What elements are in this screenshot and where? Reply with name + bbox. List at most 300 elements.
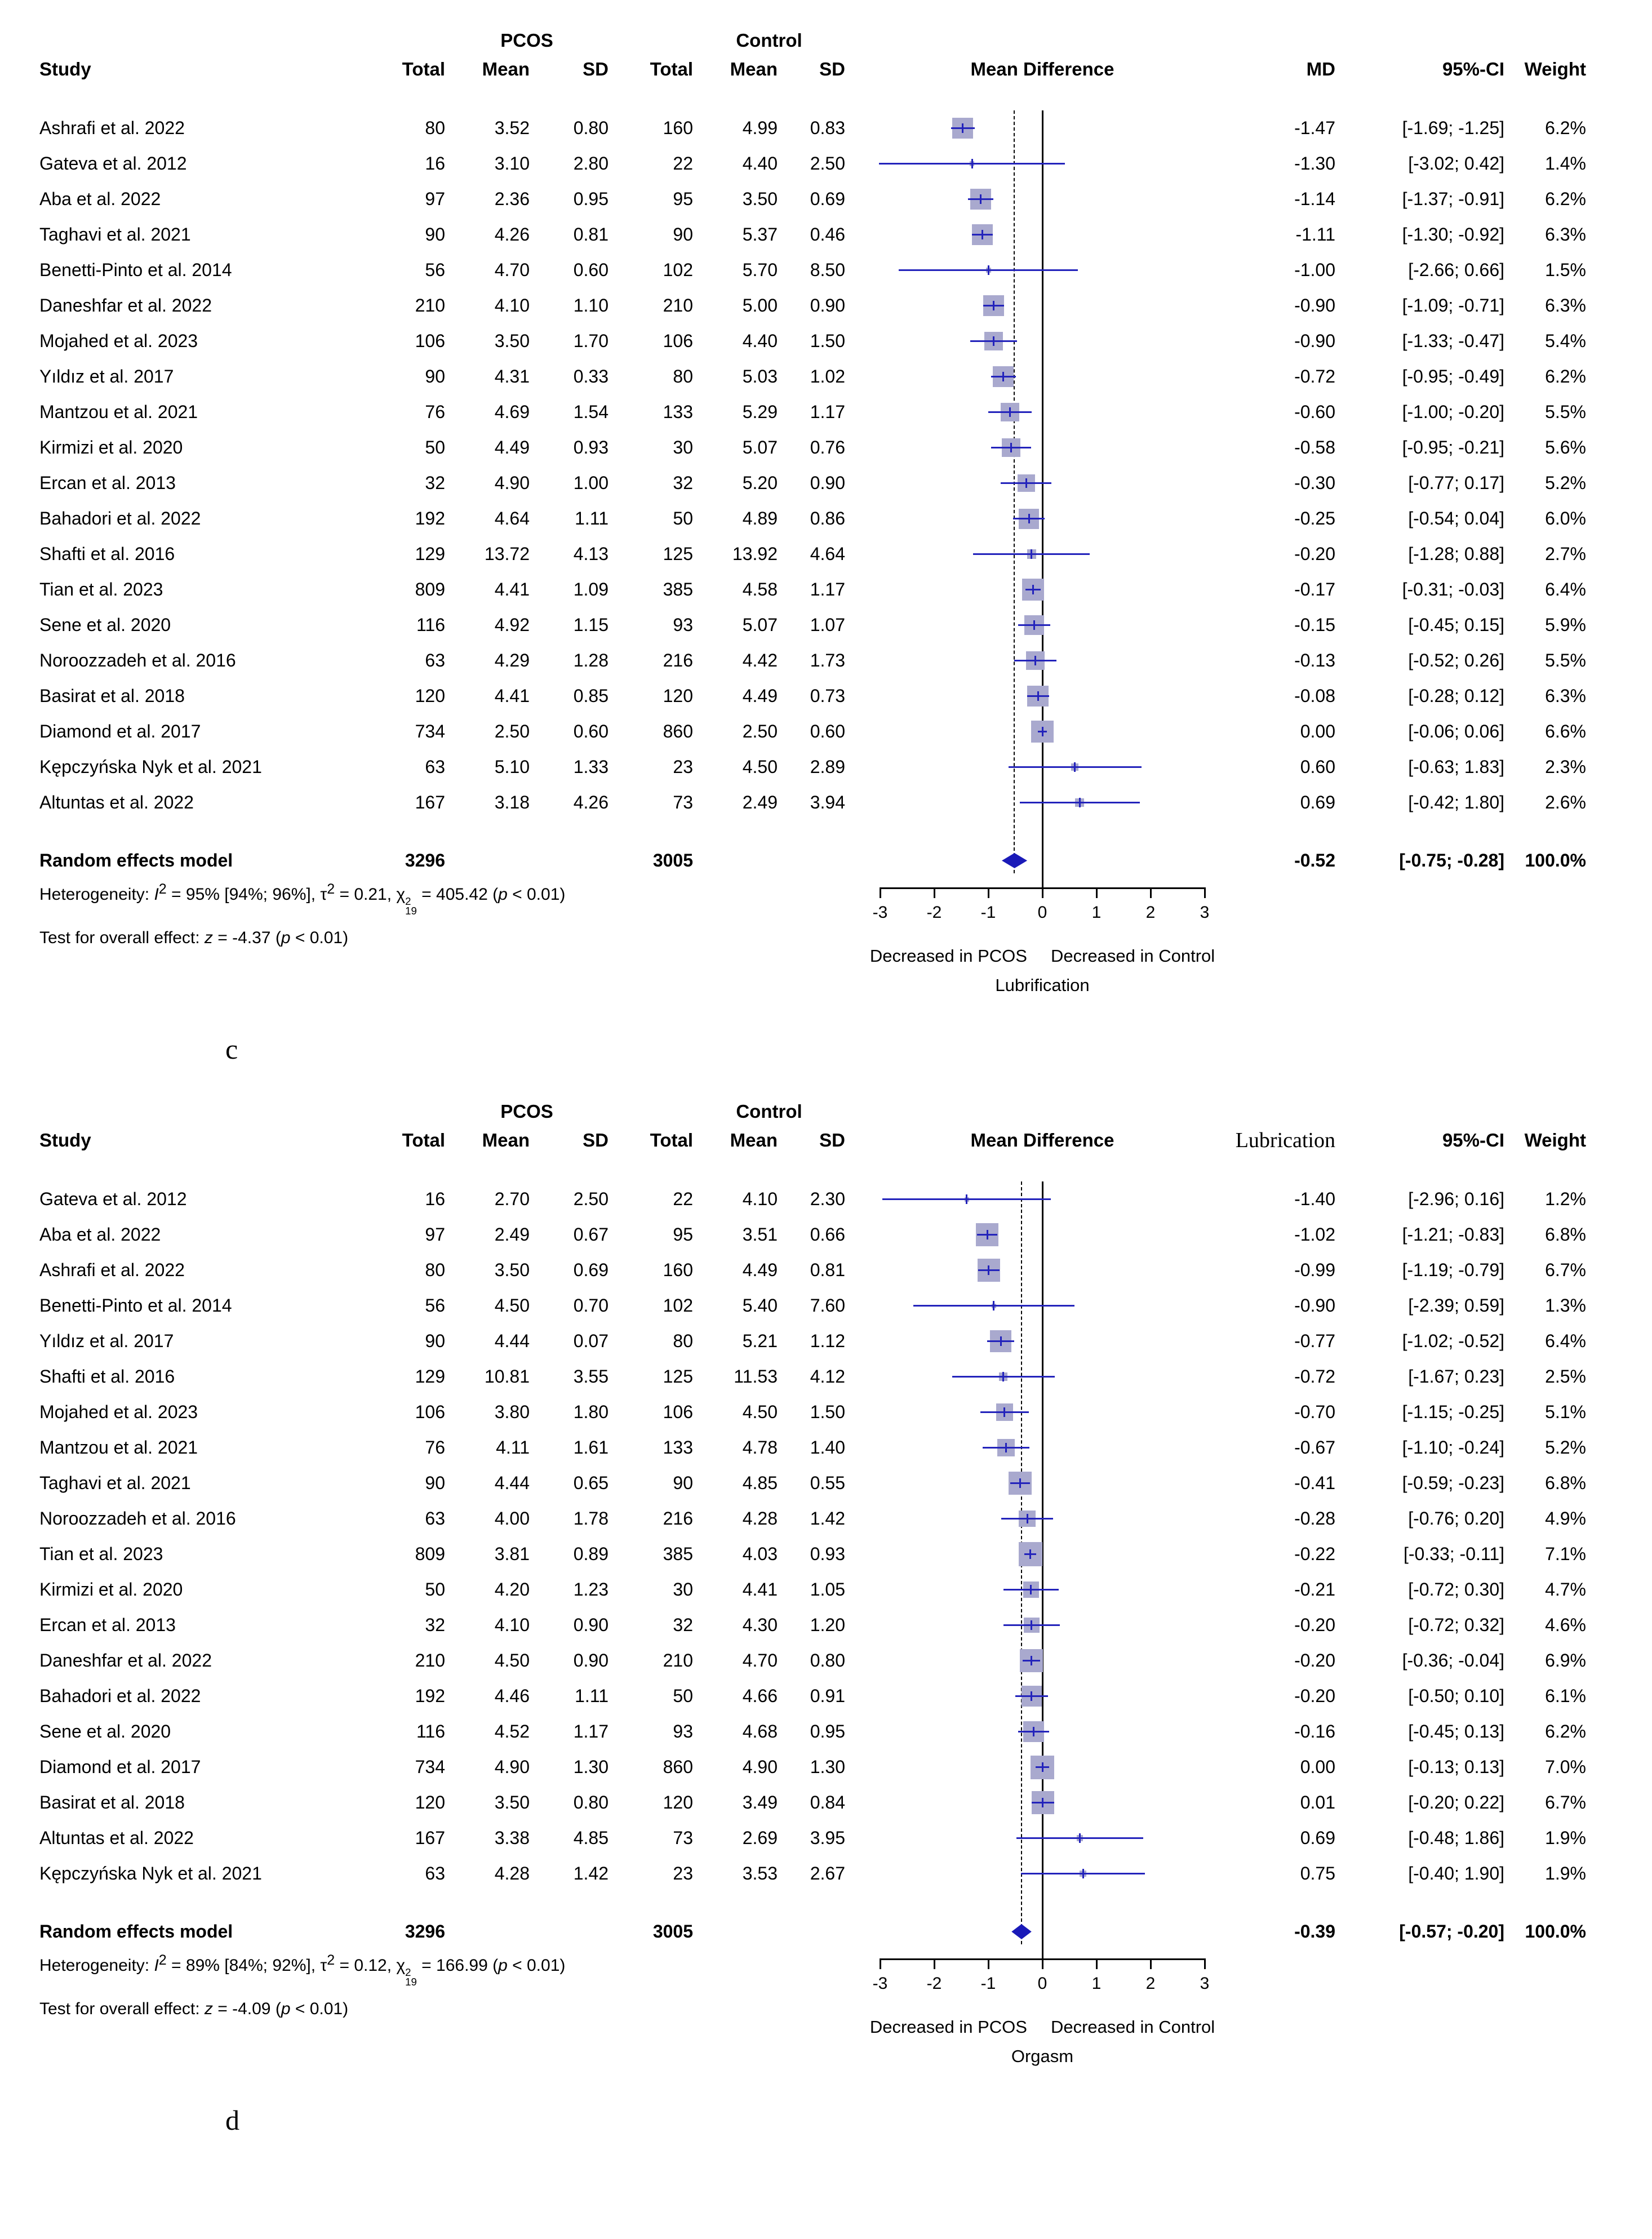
marker-cross-v bbox=[1034, 656, 1036, 665]
control-sd: 1.05 bbox=[810, 1579, 845, 1600]
study-name: Basirat et al. 2018 bbox=[39, 1792, 185, 1812]
study-name: Taghavi et al. 2021 bbox=[39, 1473, 191, 1493]
marker-cross-v bbox=[1000, 1336, 1002, 1346]
pcos-total: 16 bbox=[425, 153, 445, 174]
pcos-mean: 4.10 bbox=[494, 295, 530, 316]
control-total: 90 bbox=[673, 1473, 693, 1493]
forest-row-plot bbox=[845, 252, 1240, 288]
pcos-sd: 1.42 bbox=[573, 1863, 609, 1883]
control-mean: 5.00 bbox=[742, 295, 778, 316]
weight-value: 5.6% bbox=[1545, 437, 1586, 457]
study-name: Kępczyńska Nyk et al. 2021 bbox=[39, 1863, 262, 1883]
axis-tick bbox=[934, 887, 935, 898]
control-total: 30 bbox=[673, 437, 693, 457]
control-total: 160 bbox=[663, 1260, 693, 1280]
pcos-sd: 1.11 bbox=[575, 1686, 609, 1706]
control-sd: 0.80 bbox=[810, 1650, 845, 1671]
control-mean: 4.28 bbox=[742, 1508, 778, 1529]
weight-value: 6.6% bbox=[1545, 721, 1586, 741]
group-label-pcos: PCOS bbox=[500, 1101, 553, 1122]
axis-tick-label: -1 bbox=[980, 903, 996, 922]
col-header-pcos-sd: SD bbox=[583, 59, 609, 79]
weight-value: 5.5% bbox=[1545, 650, 1586, 670]
pcos-sd: 1.09 bbox=[573, 579, 609, 599]
axis-tick-label: 1 bbox=[1091, 1974, 1102, 1993]
control-mean: 4.40 bbox=[742, 331, 778, 351]
pooled-plot-cell bbox=[845, 843, 1240, 878]
col-header-ci: 95%-CI bbox=[1442, 1130, 1504, 1150]
pcos-mean: 3.18 bbox=[494, 792, 530, 812]
study-name: Taghavi et al. 2021 bbox=[39, 224, 191, 245]
ci-value: [-0.59; -0.23] bbox=[1402, 1473, 1504, 1493]
control-mean: 3.53 bbox=[742, 1863, 778, 1883]
pcos-mean: 4.00 bbox=[494, 1508, 530, 1529]
pcos-sd: 1.30 bbox=[573, 1757, 609, 1777]
control-total: 90 bbox=[673, 224, 693, 245]
pcos-sd: 1.15 bbox=[573, 615, 609, 635]
col-header-weight: Weight bbox=[1524, 1130, 1586, 1150]
marker-cross-v bbox=[1032, 585, 1034, 594]
pcos-total: 129 bbox=[415, 1366, 445, 1387]
control-mean: 4.78 bbox=[742, 1437, 778, 1458]
col-header-pcos-total: Total bbox=[402, 1130, 445, 1150]
ci-value: [-2.39; 0.59] bbox=[1408, 1295, 1504, 1316]
pcos-total: 106 bbox=[415, 1402, 445, 1422]
forest-row-plot bbox=[845, 1430, 1240, 1465]
ci-value: [-1.28; 0.88] bbox=[1408, 544, 1504, 564]
heterogeneity-note: Heterogeneity: $I^2 = 95\%$ [94%; 96%], $\tau^2 = 0.21$, χ 2 19 = 405.42 (p < 0.01) bbox=[39, 881, 566, 917]
ci-value: [-0.45; 0.13] bbox=[1408, 1721, 1504, 1742]
forest-row-plot bbox=[845, 1252, 1240, 1288]
forest-row-plot bbox=[845, 1394, 1240, 1430]
overall-ci: [-0.75; -0.28] bbox=[1399, 850, 1504, 870]
control-mean: 4.42 bbox=[742, 650, 778, 670]
axis-tick-label: -2 bbox=[926, 1974, 942, 1993]
control-sd: 1.20 bbox=[810, 1615, 845, 1635]
group-label-control: Control bbox=[736, 30, 802, 51]
study-name: Shafti et al. 2016 bbox=[39, 544, 175, 564]
pcos-mean: 4.90 bbox=[494, 473, 530, 493]
ci-value: [-1.15; -0.25] bbox=[1402, 1402, 1504, 1422]
group-header-row bbox=[39, 27, 1613, 54]
forest-row-plot bbox=[845, 536, 1240, 572]
pcos-mean: 4.64 bbox=[494, 508, 530, 528]
col-header-ci: 95%-CI bbox=[1442, 59, 1504, 79]
control-total: 216 bbox=[663, 1508, 693, 1529]
pooled-plot-cell bbox=[845, 1914, 1240, 1949]
study-name: Kirmizi et al. 2020 bbox=[39, 437, 183, 457]
pcos-sd: 1.11 bbox=[575, 508, 609, 528]
control-total: 860 bbox=[663, 1757, 693, 1777]
weight-value: 5.2% bbox=[1545, 1437, 1586, 1458]
pcos-sd: 3.55 bbox=[573, 1366, 609, 1387]
md-value: -0.90 bbox=[1294, 1295, 1335, 1316]
control-mean: 13.92 bbox=[732, 544, 778, 564]
marker-cross-v bbox=[1031, 1691, 1032, 1701]
pcos-total: 120 bbox=[415, 1792, 445, 1812]
control-total: 133 bbox=[663, 402, 693, 422]
spacer bbox=[693, 843, 778, 878]
overall-md: -0.39 bbox=[1294, 1921, 1335, 1942]
ci-value: [-0.72; 0.32] bbox=[1408, 1615, 1504, 1635]
study-name: Bahadori et al. 2022 bbox=[39, 1686, 201, 1706]
axis-tick-label: 0 bbox=[1037, 903, 1047, 922]
control-sd: 0.55 bbox=[810, 1473, 845, 1493]
forest-row-plot bbox=[845, 1323, 1240, 1359]
pcos-mean: 4.70 bbox=[494, 260, 530, 280]
control-mean: 3.51 bbox=[742, 1224, 778, 1245]
md-value: -0.41 bbox=[1294, 1473, 1335, 1493]
control-total: 93 bbox=[673, 615, 693, 635]
forest-row-plot bbox=[845, 1572, 1240, 1607]
overall-pcos-total: 3296 bbox=[405, 1921, 445, 1942]
control-total: 95 bbox=[673, 1224, 693, 1245]
marker-cross-v bbox=[1042, 1798, 1043, 1807]
axis-tick-label: 2 bbox=[1145, 903, 1156, 922]
weight-value: 6.3% bbox=[1545, 686, 1586, 706]
marker-cross-v bbox=[1079, 1833, 1081, 1843]
pcos-mean: 4.41 bbox=[494, 686, 530, 706]
md-value: -0.16 bbox=[1294, 1721, 1335, 1742]
pcos-mean: 4.29 bbox=[494, 650, 530, 670]
control-sd: 1.12 bbox=[810, 1331, 845, 1351]
forest-row-plot bbox=[845, 607, 1240, 643]
control-sd: 1.50 bbox=[810, 331, 845, 351]
forest-body bbox=[39, 1181, 1613, 2085]
pcos-sd: 2.50 bbox=[573, 1189, 609, 1209]
pcos-sd: 0.95 bbox=[573, 189, 609, 209]
study-name: Daneshfar et al. 2022 bbox=[39, 1650, 212, 1671]
md-value: -0.90 bbox=[1294, 295, 1335, 316]
study-name: Basirat et al. 2018 bbox=[39, 686, 185, 706]
column-header-row bbox=[39, 1125, 1613, 1156]
ci-value: [-1.37; -0.91] bbox=[1402, 189, 1504, 209]
footer-region bbox=[39, 878, 1613, 1014]
control-sd: 1.50 bbox=[810, 1402, 845, 1422]
control-total: 93 bbox=[673, 1721, 693, 1742]
spacer bbox=[445, 1914, 530, 1949]
weight-value: 6.8% bbox=[1545, 1224, 1586, 1245]
study-rows bbox=[39, 1181, 1613, 1891]
marker-cross-v bbox=[1028, 514, 1030, 523]
forest-row-plot bbox=[845, 643, 1240, 678]
pcos-total: 56 bbox=[425, 1295, 445, 1316]
col-header-pcos-mean: Mean bbox=[482, 59, 530, 79]
marker-cross-v bbox=[1005, 1443, 1007, 1452]
weight-value: 6.1% bbox=[1545, 1686, 1586, 1706]
study-name: Yıldız et al. 2017 bbox=[39, 366, 174, 387]
spacer bbox=[530, 1914, 609, 1949]
spacer bbox=[693, 1914, 778, 1949]
control-mean: 5.37 bbox=[742, 224, 778, 245]
control-sd: 0.76 bbox=[810, 437, 845, 457]
control-total: 125 bbox=[663, 1366, 693, 1387]
pcos-sd: 0.70 bbox=[573, 1295, 609, 1316]
marker-cross-v bbox=[1082, 1869, 1084, 1878]
axis-tick-label: 2 bbox=[1145, 1974, 1156, 1993]
heterogeneity-note: Heterogeneity: $I^2 = 89\%$ [84%; 92%], $\tau^2 = 0.12$, χ 2 19 = 166.99 (p < 0.01) bbox=[39, 1952, 566, 1988]
pcos-mean: 3.50 bbox=[494, 331, 530, 351]
control-sd: 1.30 bbox=[810, 1757, 845, 1777]
pcos-total: 32 bbox=[425, 1615, 445, 1635]
col-header-weight: Weight bbox=[1524, 59, 1586, 79]
col-header-control-total: Total bbox=[650, 1130, 693, 1150]
marker-cross-v bbox=[1033, 1727, 1034, 1736]
weight-value: 6.0% bbox=[1545, 508, 1586, 528]
md-value: 0.01 bbox=[1300, 1792, 1335, 1812]
pcos-total: 90 bbox=[425, 1331, 445, 1351]
ci-value: [-0.77; 0.17] bbox=[1408, 473, 1504, 493]
forest-row-plot bbox=[845, 749, 1240, 785]
pcos-total: 90 bbox=[425, 366, 445, 387]
ci-value: [-2.66; 0.66] bbox=[1408, 260, 1504, 280]
pcos-total: 63 bbox=[425, 650, 445, 670]
study-name: Yıldız et al. 2017 bbox=[39, 1331, 174, 1351]
pcos-mean: 4.49 bbox=[494, 437, 530, 457]
control-mean: 4.70 bbox=[742, 1650, 778, 1671]
control-mean: 4.50 bbox=[742, 757, 778, 777]
control-mean: 4.10 bbox=[742, 1189, 778, 1209]
pcos-total: 106 bbox=[415, 331, 445, 351]
weight-value: 5.4% bbox=[1545, 331, 1586, 351]
weight-value: 6.8% bbox=[1545, 1473, 1586, 1493]
study-name: Diamond et al. 2017 bbox=[39, 1757, 201, 1777]
forest-row-plot bbox=[845, 465, 1240, 501]
overall-weight: 100.0% bbox=[1525, 850, 1586, 870]
pcos-sd: 1.23 bbox=[573, 1579, 609, 1600]
control-sd: 1.02 bbox=[810, 366, 845, 387]
control-mean: 4.99 bbox=[742, 118, 778, 138]
control-mean: 2.49 bbox=[742, 792, 778, 812]
weight-value: 1.9% bbox=[1545, 1863, 1586, 1883]
axis-tick bbox=[934, 1958, 935, 1969]
group-label-control: Control bbox=[736, 1101, 802, 1122]
control-mean: 4.66 bbox=[742, 1686, 778, 1706]
control-mean: 2.69 bbox=[742, 1828, 778, 1848]
md-value: -0.21 bbox=[1294, 1579, 1335, 1600]
pcos-sd: 4.85 bbox=[573, 1828, 609, 1848]
marker-cross-v bbox=[1002, 1372, 1004, 1381]
marker-cross-v bbox=[1031, 549, 1032, 559]
weight-value: 2.3% bbox=[1545, 757, 1586, 777]
axis-tick-label: 1 bbox=[1091, 903, 1102, 922]
axis-tick bbox=[1042, 1958, 1043, 1969]
ci-value: [-0.63; 1.83] bbox=[1408, 757, 1504, 777]
pcos-sd: 4.13 bbox=[573, 544, 609, 564]
overall-effect-test-note: Test for overall effect: z = -4.37 (p < 0.01) bbox=[39, 928, 349, 947]
axis-tick-label: -2 bbox=[926, 903, 942, 922]
weight-value: 5.9% bbox=[1545, 615, 1586, 635]
ci-value: [-0.33; -0.11] bbox=[1403, 1544, 1504, 1564]
forest-row-plot bbox=[845, 1501, 1240, 1536]
control-sd: 3.95 bbox=[810, 1828, 845, 1848]
forest-row-plot bbox=[845, 714, 1240, 749]
pcos-total: 56 bbox=[425, 260, 445, 280]
marker-cross-v bbox=[1033, 620, 1035, 630]
study-name: Mantzou et al. 2021 bbox=[39, 402, 198, 422]
ci-value: [-0.28; 0.12] bbox=[1408, 686, 1504, 706]
weight-value: 6.2% bbox=[1545, 366, 1586, 387]
control-mean: 5.70 bbox=[742, 260, 778, 280]
control-sd: 2.30 bbox=[810, 1189, 845, 1209]
control-total: 125 bbox=[663, 544, 693, 564]
control-mean: 3.50 bbox=[742, 189, 778, 209]
marker-cross-v bbox=[1030, 1585, 1032, 1594]
control-total: 106 bbox=[663, 331, 693, 351]
control-mean: 5.20 bbox=[742, 473, 778, 493]
axis-tick bbox=[988, 887, 989, 898]
study-name: Tian et al. 2023 bbox=[39, 579, 163, 599]
md-value: -0.20 bbox=[1294, 1686, 1335, 1706]
md-value: 0.00 bbox=[1300, 721, 1335, 741]
forest-row-plot bbox=[845, 110, 1240, 146]
panel-lubrification bbox=[0, 19, 1652, 1070]
md-value: 0.69 bbox=[1300, 1828, 1335, 1848]
study-name: Mojahed et al. 2023 bbox=[39, 331, 198, 351]
pcos-mean: 4.28 bbox=[494, 1863, 530, 1883]
pcos-sd: 0.07 bbox=[573, 1331, 609, 1351]
md-value: -0.15 bbox=[1294, 615, 1335, 635]
weight-value: 2.6% bbox=[1545, 792, 1586, 812]
pcos-total: 97 bbox=[425, 189, 445, 209]
pcos-total: 50 bbox=[425, 437, 445, 457]
pcos-total: 63 bbox=[425, 1508, 445, 1529]
overall-label: Random effects model bbox=[39, 850, 233, 870]
weight-value: 2.7% bbox=[1545, 544, 1586, 564]
ci-value: [-0.40; 1.90] bbox=[1408, 1863, 1504, 1883]
study-name: Ercan et al. 2013 bbox=[39, 1615, 176, 1635]
pcos-mean: 4.31 bbox=[494, 366, 530, 387]
ci-value: [-3.02; 0.42] bbox=[1408, 153, 1504, 174]
control-total: 133 bbox=[663, 1437, 693, 1458]
control-total: 385 bbox=[663, 579, 693, 599]
control-sd: 1.17 bbox=[810, 402, 845, 422]
marker-cross-v bbox=[1019, 1478, 1021, 1488]
pcos-sd: 1.61 bbox=[573, 1437, 609, 1458]
ci-value: [-0.20; 0.22] bbox=[1408, 1792, 1504, 1812]
pcos-sd: 1.70 bbox=[573, 331, 609, 351]
study-name: Kirmizi et al. 2020 bbox=[39, 1579, 183, 1600]
weight-value: 5.5% bbox=[1545, 402, 1586, 422]
md-value: -0.20 bbox=[1294, 1650, 1335, 1671]
md-value: 0.00 bbox=[1300, 1757, 1335, 1777]
forest-row-plot bbox=[845, 394, 1240, 430]
pcos-total: 97 bbox=[425, 1224, 445, 1245]
marker-cross-v bbox=[980, 194, 982, 204]
control-mean: 4.03 bbox=[742, 1544, 778, 1564]
study-name: Mojahed et al. 2023 bbox=[39, 1402, 198, 1422]
marker-cross-v bbox=[987, 1230, 988, 1240]
pcos-mean: 2.70 bbox=[494, 1189, 530, 1209]
overall-control-total: 3005 bbox=[652, 850, 693, 870]
control-total: 50 bbox=[673, 1686, 693, 1706]
ci-value: [-0.45; 0.15] bbox=[1408, 615, 1504, 635]
col-header-control-mean: Mean bbox=[730, 1130, 778, 1150]
ci-value: [-0.48; 1.86] bbox=[1408, 1828, 1504, 1848]
control-total: 102 bbox=[663, 260, 693, 280]
pcos-mean: 4.11 bbox=[496, 1437, 530, 1458]
pcos-total: 809 bbox=[415, 1544, 445, 1564]
control-sd: 0.69 bbox=[810, 189, 845, 209]
weight-value: 1.2% bbox=[1545, 1189, 1586, 1209]
weight-value: 2.5% bbox=[1545, 1366, 1586, 1387]
control-sd: 0.73 bbox=[810, 686, 845, 706]
pcos-total: 116 bbox=[416, 1721, 445, 1742]
weight-value: 6.4% bbox=[1545, 1331, 1586, 1351]
pcos-mean: 3.52 bbox=[494, 118, 530, 138]
pcos-total: 129 bbox=[415, 544, 445, 564]
forest-row-plot bbox=[845, 323, 1240, 359]
control-mean: 3.49 bbox=[742, 1792, 778, 1812]
forest-row-plot bbox=[845, 1678, 1240, 1714]
pcos-total: 76 bbox=[425, 402, 445, 422]
control-sd: 0.84 bbox=[810, 1792, 845, 1812]
pcos-sd: 0.69 bbox=[573, 1260, 609, 1280]
pcos-mean: 4.44 bbox=[494, 1473, 530, 1493]
md-value: -1.40 bbox=[1294, 1189, 1335, 1209]
control-mean: 4.90 bbox=[742, 1757, 778, 1777]
control-sd: 4.12 bbox=[810, 1366, 845, 1387]
pcos-sd: 1.28 bbox=[573, 650, 609, 670]
forest-row-plot bbox=[845, 785, 1240, 820]
col-header-control-sd: SD bbox=[819, 59, 845, 79]
forest-row-plot bbox=[845, 1607, 1240, 1643]
weight-value: 6.7% bbox=[1545, 1260, 1586, 1280]
weight-value: 1.9% bbox=[1545, 1828, 1586, 1848]
pcos-mean: 4.20 bbox=[494, 1579, 530, 1600]
control-total: 50 bbox=[673, 508, 693, 528]
pcos-sd: 0.90 bbox=[573, 1650, 609, 1671]
control-mean: 11.53 bbox=[734, 1366, 778, 1387]
study-name: Kępczyńska Nyk et al. 2021 bbox=[39, 757, 262, 777]
x-axis bbox=[845, 1949, 1240, 2085]
control-sd: 0.86 bbox=[810, 508, 845, 528]
axis-right-label: Decreased in Control bbox=[1050, 2017, 1215, 2037]
pcos-total: 210 bbox=[415, 1650, 445, 1671]
ci-value: [-0.95; -0.21] bbox=[1402, 437, 1504, 457]
ci-value: [-0.72; 0.30] bbox=[1408, 1579, 1504, 1600]
study-name: Noroozzadeh et al. 2016 bbox=[39, 650, 236, 670]
pcos-total: 90 bbox=[425, 1473, 445, 1493]
study-name: Gateva et al. 2012 bbox=[39, 153, 187, 174]
marker-cross-v bbox=[1010, 443, 1012, 452]
control-mean: 5.07 bbox=[742, 437, 778, 457]
study-name: Benetti-Pinto et al. 2014 bbox=[39, 260, 232, 280]
pcos-sd: 0.80 bbox=[573, 118, 609, 138]
overall-row bbox=[39, 1914, 1613, 1949]
control-sd: 0.95 bbox=[810, 1721, 845, 1742]
marker-cross-v bbox=[1027, 1514, 1028, 1523]
control-mean: 5.21 bbox=[742, 1331, 778, 1351]
axis-tick-label: 3 bbox=[1200, 1974, 1210, 1993]
axis-tick bbox=[1096, 887, 1098, 898]
study-name: Sene et al. 2020 bbox=[39, 615, 171, 635]
study-name: Daneshfar et al. 2022 bbox=[39, 295, 212, 316]
md-value: -1.14 bbox=[1294, 189, 1335, 209]
pcos-mean: 4.50 bbox=[494, 1295, 530, 1316]
forest-row-plot bbox=[845, 1359, 1240, 1394]
pcos-sd: 0.93 bbox=[573, 437, 609, 457]
pcos-mean: 4.41 bbox=[494, 579, 530, 599]
pcos-mean: 4.44 bbox=[494, 1331, 530, 1351]
marker-cross-v bbox=[1079, 798, 1081, 807]
control-total: 210 bbox=[663, 295, 693, 316]
axis-tick bbox=[1150, 887, 1152, 898]
marker-cross-v bbox=[1029, 1549, 1031, 1559]
md-value: -0.99 bbox=[1294, 1260, 1335, 1280]
control-total: 73 bbox=[673, 1828, 693, 1848]
control-sd: 0.83 bbox=[810, 118, 845, 138]
